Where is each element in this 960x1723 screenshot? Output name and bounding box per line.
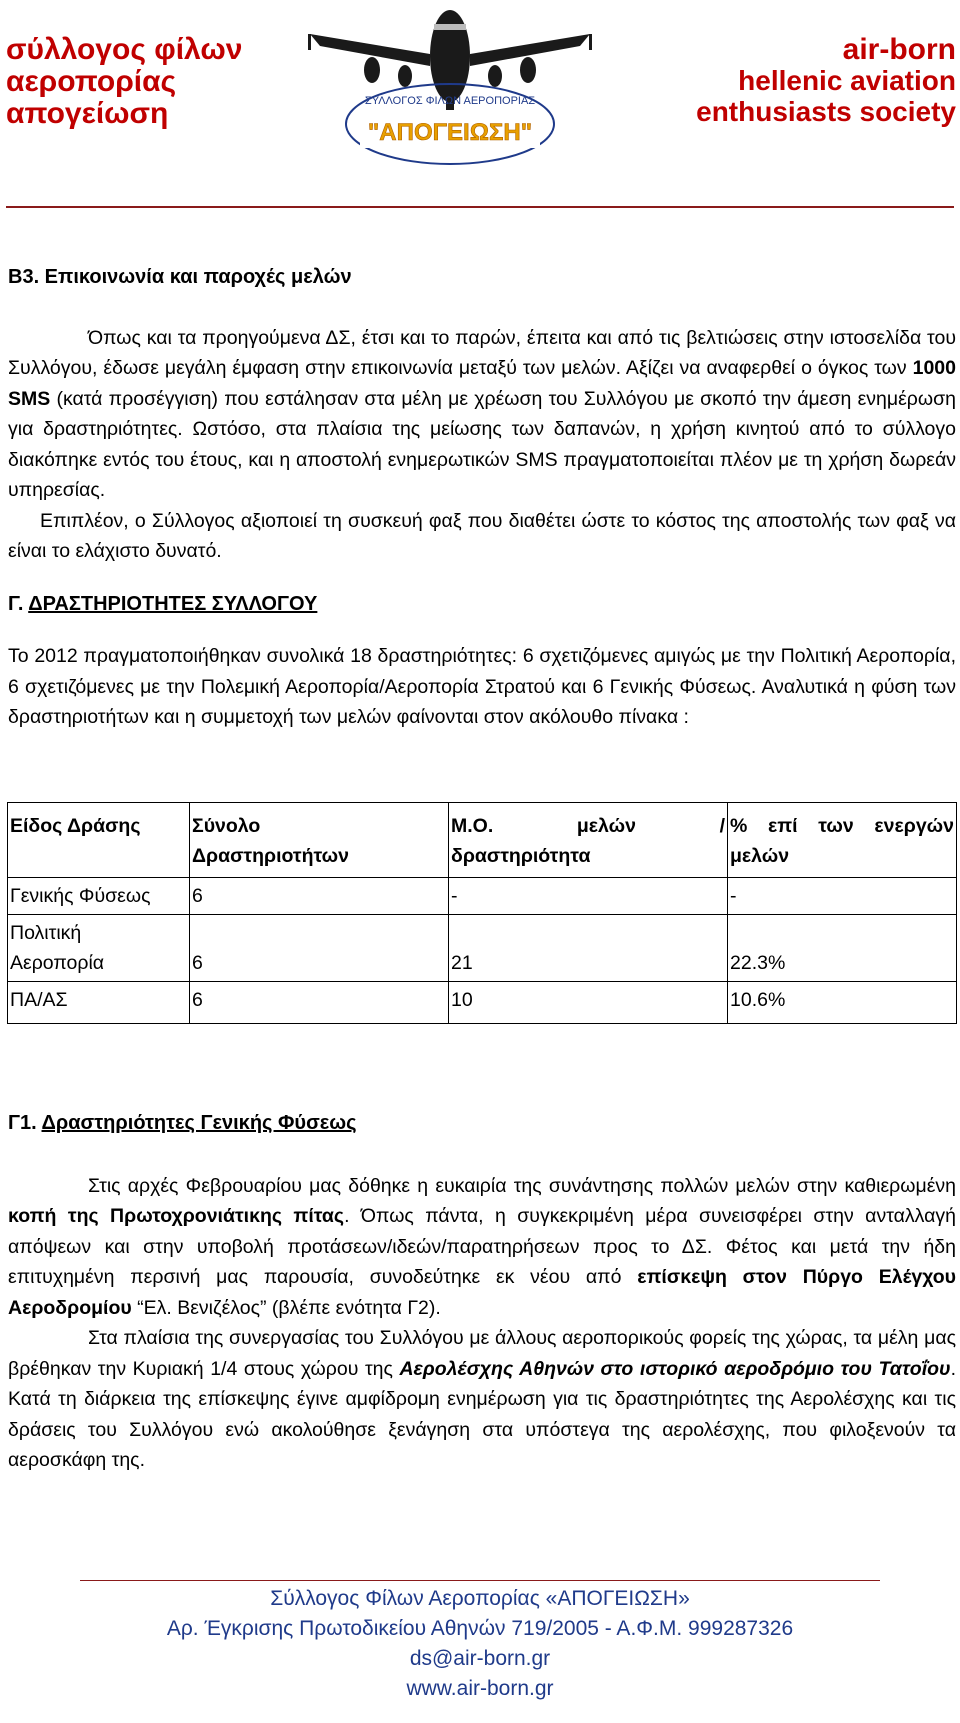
header-right-line: hellenic aviation bbox=[738, 65, 956, 96]
text-run: Στις αρχές Φεβρουαρίου μας δόθηκε η ευκαιρία της συνάντησης πολλών μελών στην καθιερωμένη bbox=[88, 1174, 956, 1197]
header-cell-type: Είδος Δράσης bbox=[8, 803, 190, 878]
footer-email-link[interactable]: ds@air-born.gr bbox=[409, 1647, 551, 1670]
header-word: Μ.Ο. bbox=[451, 815, 494, 837]
header-word: % bbox=[730, 815, 748, 837]
header-word: ενεργών bbox=[874, 815, 954, 837]
header-word: / bbox=[719, 815, 725, 837]
cell-total: 6 bbox=[190, 982, 449, 1024]
title-prefix: Γ. bbox=[8, 592, 29, 615]
cell-line: Αεροπορία bbox=[10, 952, 105, 974]
text-run: (κατά προσέγγιση) που εστάλησαν στα μέλη με χρέωση του Συλλόγου με σκοπό την άμεση ενημέρωση για δραστηριότητες. Ωστόσο, στα πλαίσια της μείωσης των δαπανών, η χρήση κινητού από το σύλλογο διακόπηκε εντός του έτους, και η αποστολή ενημερωτικών SMS πραγματοποιείται πλέον με τη χρήση δωρεάν υπηρεσίας. bbox=[8, 387, 956, 501]
header-word: των bbox=[818, 815, 854, 837]
logo-name: "ΑΠΟΓΕΙΩΣΗ" bbox=[367, 119, 533, 146]
header-line: Δραστηριοτήτων bbox=[192, 845, 349, 867]
footer-registration: Αρ. Έγκρισης Πρωτοδικείου Αθηνών 719/2005 - Α.Φ.Μ. 999287326 bbox=[166, 1617, 794, 1640]
cell-percent: 10.6% bbox=[728, 982, 957, 1024]
header-right-title bbox=[696, 34, 956, 127]
bold-run: κοπή της Πρωτοχρονιάτικης πίτας bbox=[8, 1205, 345, 1227]
header-line bbox=[451, 811, 725, 841]
table-header-row bbox=[8, 803, 957, 878]
header-word: επί bbox=[768, 815, 798, 837]
table-row bbox=[8, 915, 957, 982]
header-cell-average bbox=[449, 803, 728, 878]
header-divider bbox=[6, 206, 954, 208]
header-right-line: air-born bbox=[842, 33, 956, 66]
cell-total: 6 bbox=[190, 878, 449, 915]
header-line: μελών bbox=[730, 845, 790, 867]
section-g1-title bbox=[8, 1108, 956, 1139]
header-cell-percent bbox=[728, 803, 957, 878]
section-g1-paragraph-1 bbox=[8, 1171, 956, 1324]
document-body bbox=[8, 262, 956, 733]
header-cell-total bbox=[190, 803, 449, 878]
table-row bbox=[8, 982, 957, 1024]
bold-run: επίσκεψη στον Πύργο Ελέγχου Αεροδρομίου bbox=[8, 1266, 956, 1319]
airplane-logo bbox=[300, 4, 600, 180]
cell-percent: 22.3% bbox=[728, 915, 957, 982]
section-b3-title: Β3. Επικοινωνία και παροχές μελών bbox=[8, 266, 352, 288]
activities-table bbox=[7, 802, 957, 1024]
section-g1-paragraph-2 bbox=[8, 1323, 956, 1476]
cell-average: 21 bbox=[449, 915, 728, 982]
header-left-line: αεροπορίας bbox=[6, 65, 177, 98]
footer-org-name: Σύλλογος Φίλων Αεροπορίας «ΑΠΟΓΕΙΩΣΗ» bbox=[270, 1587, 690, 1610]
cell-type: ΠΑ/ΑΣ bbox=[8, 982, 190, 1024]
logo-caption: ΣΥΛΛΟΓΟΣ ΦΙΛΩΝ ΑΕΡΟΠΟΡΙΑΣ bbox=[364, 95, 536, 107]
cell-percent: - bbox=[728, 878, 957, 915]
header-line bbox=[730, 811, 954, 841]
text-run: Στα πλαίσια της συνεργασίας του Συλλόγου με άλλους αεροπορικούς φορείς της χώρας, τα μέλη μας βρέθηκαν την Κυριακή 1/4 στους χώρου της bbox=[8, 1327, 956, 1380]
cell-line: Πολιτική bbox=[10, 922, 82, 944]
header-word: μελών bbox=[576, 815, 636, 837]
header-left-title bbox=[6, 34, 242, 130]
header-right-line: enthusiasts society bbox=[696, 96, 956, 127]
text-run: Όπως και τα προηγούμενα ΔΣ, έτσι και το παρών, έπειτα και από τις βελτιώσεις στην ιστοσελίδα του Συλλόγου, έδωσε μεγάλη έμφαση στην επικοινωνία μεταξύ των μελών. Αξίζει να αναφερθεί ο όγκος των bbox=[8, 326, 956, 379]
table-row bbox=[8, 878, 957, 915]
section-b3-paragraph-1 bbox=[8, 323, 956, 506]
cell-type bbox=[8, 915, 190, 982]
bold-run: 1000 SMS bbox=[8, 357, 956, 410]
footer-website-link[interactable]: www.air-born.gr bbox=[406, 1677, 554, 1700]
title-rest: Δραστηριότητες Γενικής Φύσεως bbox=[41, 1112, 357, 1134]
section-b3-paragraph-2: Επιπλέον, ο Σύλλογος αξιοποιεί τη συσκευή φαξ που διαθέτει ώστε το κόστος της αποστολής των φαξ να είναι το ελάχιστο δυνατό. bbox=[8, 509, 956, 562]
document-body-continued bbox=[8, 1108, 956, 1476]
title-prefix: Γ1. bbox=[8, 1112, 42, 1134]
header-line: Σύνολο bbox=[192, 815, 261, 837]
section-g-title bbox=[8, 589, 956, 620]
title-rest: ΔΡΑΣΤΗΡΙΟΤΗΤΕΣ ΣΥΛΛΟΓΟΥ bbox=[28, 592, 318, 615]
text-run: “Ελ. Βενιζέλος” (βλέπε ενότητα Γ2). bbox=[131, 1296, 441, 1319]
bold-italic-run: Αερολέσχης Αθηνών στο ιστορικό αεροδρόμιο του Τατοΐου bbox=[399, 1357, 951, 1380]
section-g-paragraph: Το 2012 πραγματοποιήθηκαν συνολικά 18 δραστηριότητες: 6 σχετιζόμενες αμιγώς με την Πολιτική Αεροπορία, 6 σχετιζόμενες με την Πολεμική Αεροπορία/Αεροπορία Στρατού και 6 Γενικής Φύσεως. Αναλυτικά η φύση των δραστηριοτήτων και η συμμετοχή των μελών φαίνονται στον ακόλουθο πίνακα : bbox=[8, 645, 956, 728]
cell-total: 6 bbox=[190, 915, 449, 982]
text-run: . Όπως πάντα, η συγκεκριμένη μέρα συνεισφέρει στην ανταλλαγή απόψεων και στην υποβολή προτάσεων/ιδεών/παρατηρήσεων προς το ΔΣ. Φέτος και μετά την ήδη επιτυχημένη περσινή μας παρουσία, συνοδεύτηκε εκ νέου από bbox=[8, 1205, 956, 1288]
cell-type: Γενικής Φύσεως bbox=[8, 878, 190, 915]
footer bbox=[0, 1584, 960, 1704]
cell-average: 10 bbox=[449, 982, 728, 1024]
header-line: δραστηριότητα bbox=[451, 845, 591, 867]
footer-divider bbox=[80, 1580, 880, 1581]
text-run: . Κατά τη διάρκεια της επίσκεψης έγινε αμφίδρομη ενημέρωση για τις δραστηριότητες της Αερολέσχης και τις δράσεις του Συλλόγου ενώ ακολούθησε ξενάγηση στα υπόστεγα της αερολέσχης, που φιλοξενούν τα αεροσκάφη της. bbox=[8, 1357, 957, 1471]
header-left-line: σύλλογος φίλων bbox=[6, 33, 243, 66]
cell-average: - bbox=[449, 878, 728, 915]
header-left-line: απογείωση bbox=[6, 97, 169, 130]
